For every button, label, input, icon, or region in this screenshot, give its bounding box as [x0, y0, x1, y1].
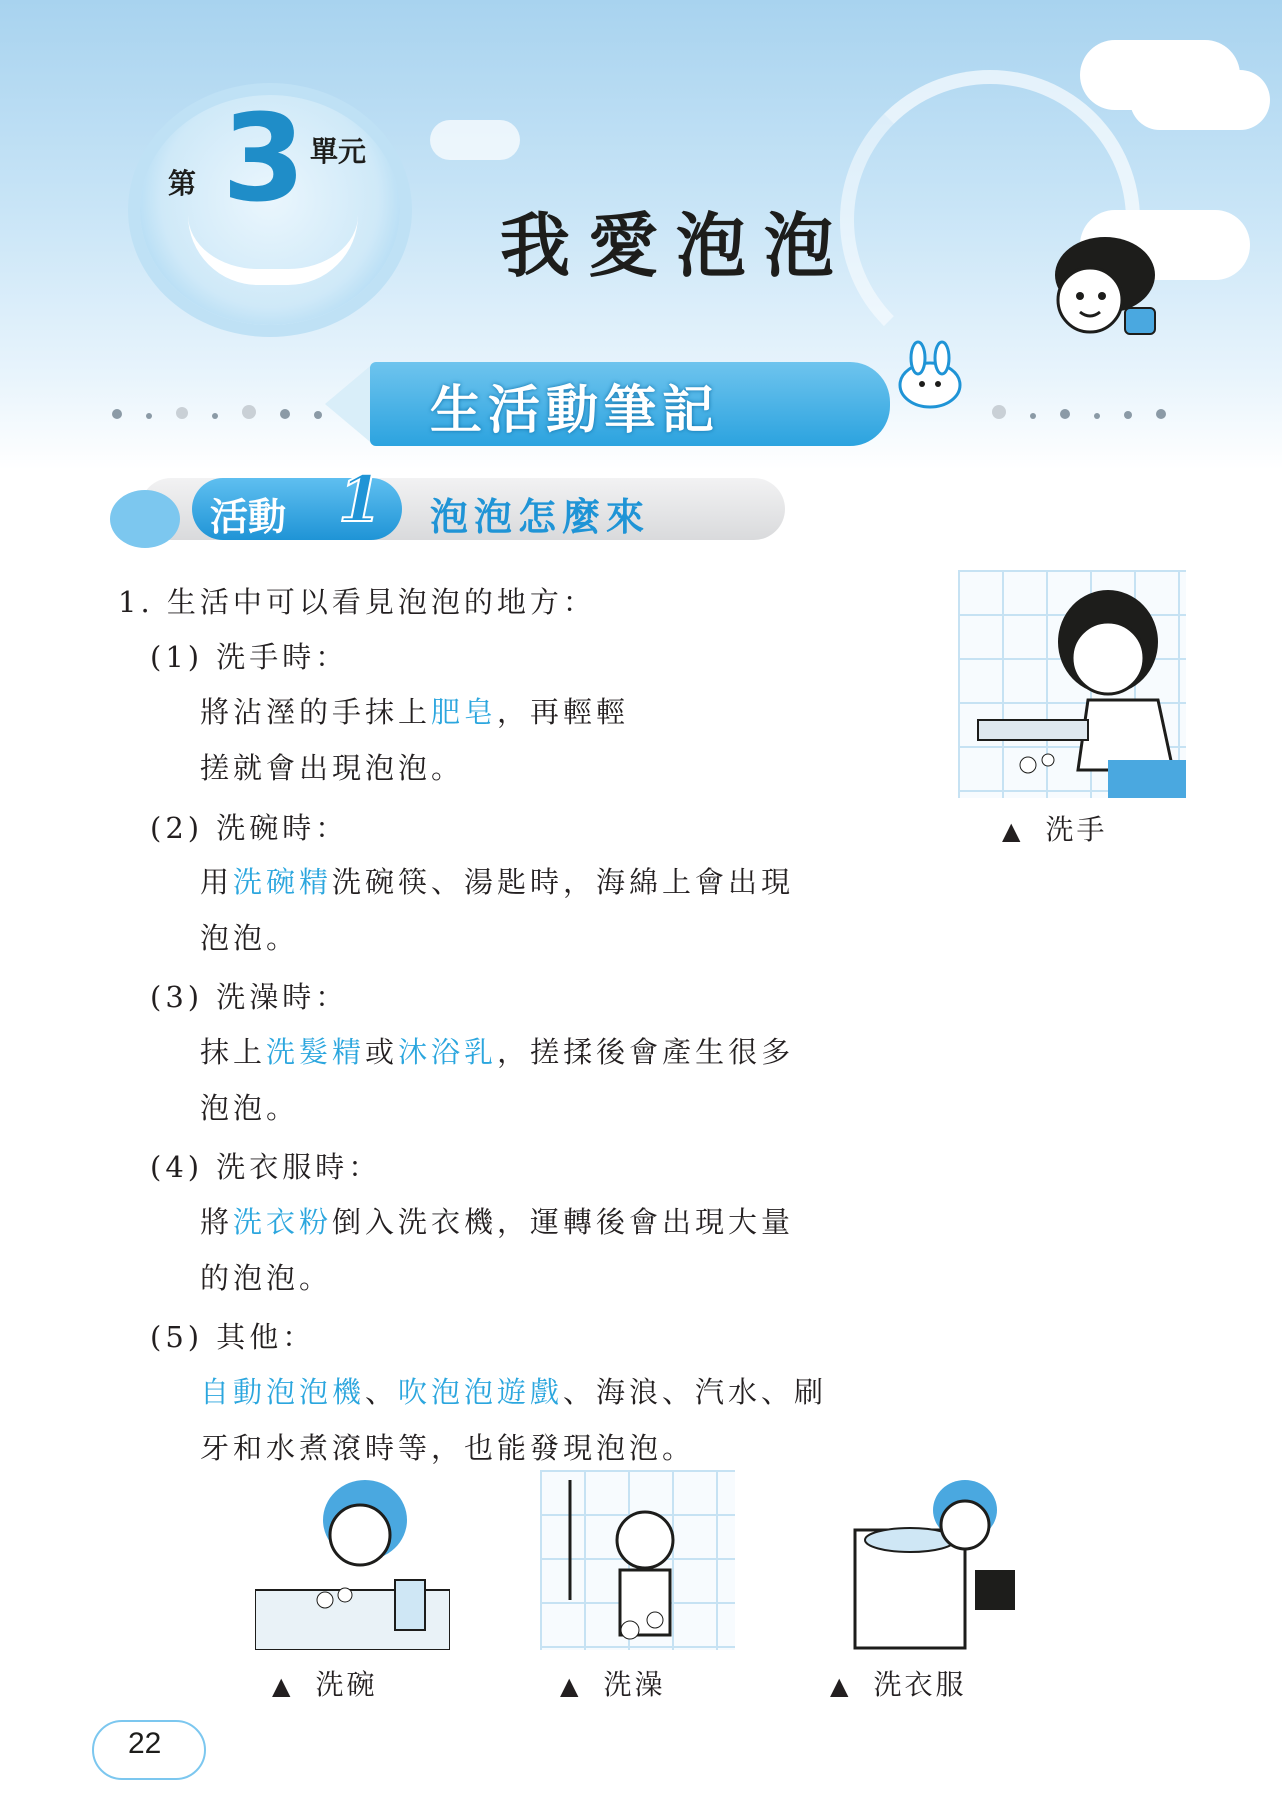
- activity-label: 活動: [210, 495, 287, 539]
- caption-dish: ▲ 洗碗: [272, 1668, 378, 1701]
- item4-line1: 將洗衣粉倒入洗衣機，運轉後會出現大量: [200, 1205, 795, 1239]
- item2-heading: (2) 洗碗時：: [150, 811, 349, 845]
- item1-heading: (1) 洗手時：: [150, 640, 349, 674]
- unit-prefix: 第: [168, 167, 197, 200]
- washing-dishes-image: [255, 1470, 450, 1650]
- item2-line2: 泡泡。: [200, 921, 300, 955]
- girl-flying-illustration: [1030, 230, 1180, 360]
- washing-hands-image: [958, 570, 1186, 798]
- item5-heading: (5) 其他：: [150, 1320, 316, 1354]
- item5-line2: 牙和水煮滾時等，也能發現泡泡。: [200, 1431, 696, 1465]
- washing-clothes-image: [835, 1470, 1030, 1650]
- caption-clothes: ▲ 洗衣服: [830, 1668, 967, 1701]
- item4-heading: (4) 洗衣服時：: [150, 1150, 382, 1184]
- bathing-image: [540, 1470, 735, 1650]
- item3-heading: (3) 洗澡時：: [150, 980, 349, 1014]
- item1-line2: 搓就會出現泡泡。: [200, 751, 465, 785]
- chapter-header: [0, 0, 1282, 470]
- rabbit-icon: [890, 340, 970, 410]
- item4-line2: 的泡泡。: [200, 1261, 333, 1295]
- question-1: 1. 生活中可以看見泡泡的地方：: [118, 585, 596, 619]
- chapter-title: 我愛泡泡: [500, 204, 852, 287]
- cloud-decoration: [1130, 70, 1270, 130]
- item3-line2: 泡泡。: [200, 1091, 300, 1125]
- dots-decoration: [980, 404, 1178, 414]
- activity-number: 1: [338, 462, 383, 537]
- activity-title: 泡泡怎麼來: [430, 495, 651, 539]
- item2-line1: 用洗碗精洗碗筷、湯匙時，海綿上會出現: [200, 865, 795, 899]
- dots-decoration: [100, 404, 334, 414]
- item3-line1: 抹上洗髮精或沐浴乳，搓揉後會產生很多: [200, 1035, 795, 1069]
- bear-icon: [110, 490, 180, 548]
- unit-word: 單元: [310, 135, 367, 168]
- section-banner-title: 生活動筆記: [430, 381, 721, 441]
- item1-line1: 將沾溼的手抹上肥皂，再輕輕: [200, 695, 630, 729]
- unit-number: 3: [222, 90, 306, 229]
- page-number: 22: [128, 1727, 162, 1760]
- caption-bath: ▲ 洗澡: [560, 1668, 666, 1701]
- cloud-decoration: [430, 120, 520, 160]
- item5-line1: 自動泡泡機、吹泡泡遊戲、海浪、汽水、刷: [200, 1375, 828, 1409]
- caption-hand: ▲ 洗手: [1002, 813, 1108, 846]
